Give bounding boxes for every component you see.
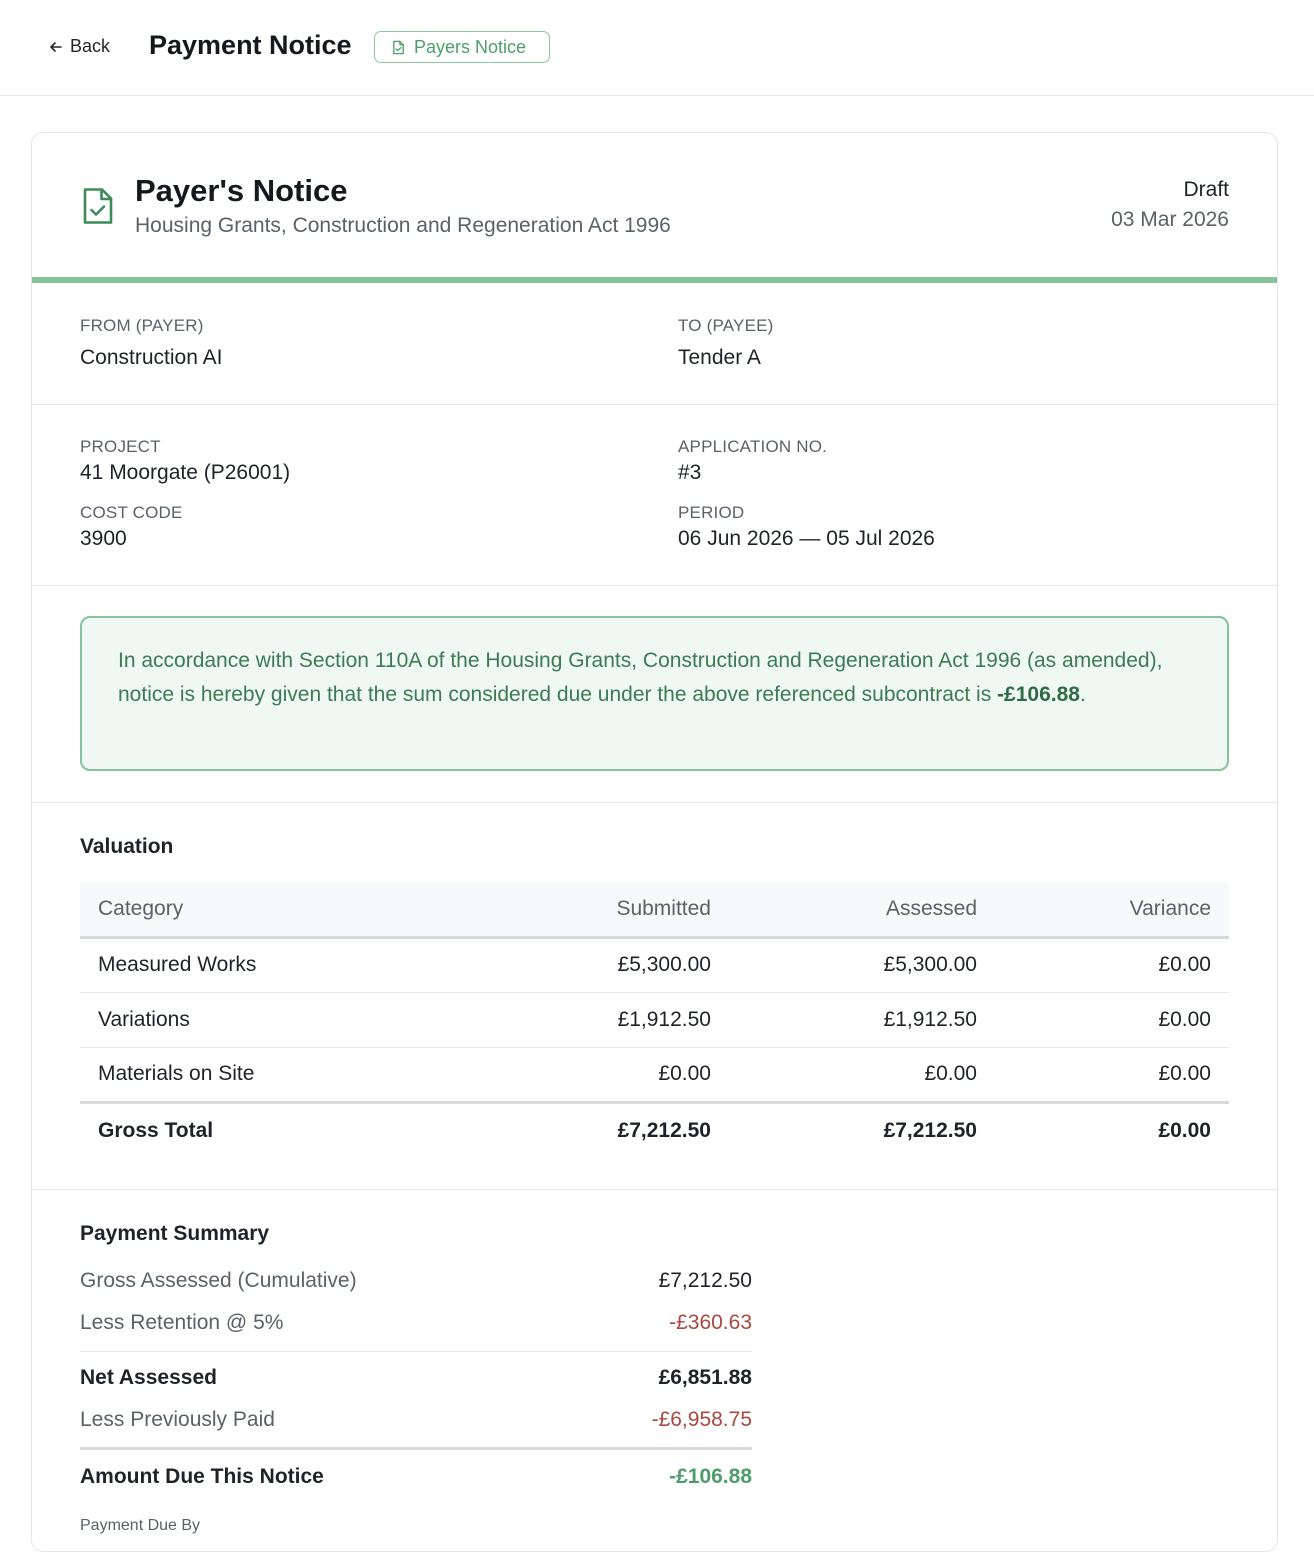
notice-text: In accordance with Section 110A of the Housing Grants, Construction and Regeneration Act 1996 (as amended), notice is hereby given that the sum considered due under the above referenced subcontract is <box>118 649 1163 706</box>
period-value: 06 Jun 2026 — 05 Jul 2026 <box>678 527 935 550</box>
details-section <box>32 405 1277 586</box>
retention-row <box>80 1303 752 1345</box>
assessed-cell: £5,300.00 <box>729 937 995 992</box>
back-button[interactable] <box>48 36 110 57</box>
previously-paid-row <box>80 1400 752 1442</box>
total-assessed-cell: £7,212.50 <box>729 1102 995 1159</box>
project-value: 41 Moorgate (P26001) <box>80 461 291 484</box>
cost-code-label: COST CODE <box>80 503 183 522</box>
arrow-left-icon <box>48 39 64 55</box>
retention-value: -£360.63 <box>669 1311 752 1334</box>
cost-code-value: 3900 <box>80 527 127 550</box>
submitted-cell: £5,300.00 <box>512 937 729 992</box>
total-category-cell: Gross Total <box>80 1102 512 1159</box>
statutory-notice <box>80 616 1229 771</box>
gross-assessed-label: Gross Assessed (Cumulative) <box>80 1269 357 1292</box>
parties-section <box>32 283 1277 405</box>
amount-due-row <box>80 1457 752 1499</box>
back-label: Back <box>70 36 111 56</box>
category-cell: Measured Works <box>80 937 512 992</box>
document-check-icon <box>82 187 114 225</box>
notice-title: Payer's Notice <box>135 173 348 208</box>
payment-due-by-label: Payment Due By <box>80 1517 201 1534</box>
total-row <box>80 1102 1229 1159</box>
table-header-row <box>80 883 1229 937</box>
to-value: Tender A <box>678 346 761 369</box>
notice-header <box>32 133 1277 283</box>
total-submitted-cell: £7,212.50 <box>512 1102 729 1159</box>
notice-suffix: . <box>1079 683 1086 706</box>
previously-paid-value: -£6,958.75 <box>651 1408 752 1431</box>
table-row <box>80 937 1229 992</box>
notice-subtitle: Housing Grants, Construction and Regeneration Act 1996 <box>135 214 671 237</box>
application-value: #3 <box>678 461 702 484</box>
badge-label: Payers Notice <box>414 36 527 57</box>
valuation-heading: Valuation <box>80 835 174 858</box>
page-title: Payment Notice <box>149 30 352 60</box>
from-value: Construction AI <box>80 346 223 369</box>
notice-amount: -£106.88 <box>997 683 1080 706</box>
net-assessed-label: Net Assessed <box>80 1366 217 1389</box>
column-header: Submitted <box>512 883 729 937</box>
total-variance-cell: £0.00 <box>995 1102 1229 1159</box>
category-cell: Materials on Site <box>80 1047 512 1102</box>
retention-label: Less Retention @ 5% <box>80 1311 284 1334</box>
category-cell: Variations <box>80 992 512 1047</box>
variance-cell: £0.00 <box>995 992 1229 1047</box>
submitted-cell: £0.00 <box>512 1047 729 1102</box>
status-label: Draft <box>1183 178 1229 201</box>
assessed-cell: £0.00 <box>729 1047 995 1102</box>
summary-divider <box>80 1351 752 1352</box>
amount-due-value: -£106.88 <box>669 1465 752 1488</box>
application-label: APPLICATION NO. <box>678 437 828 456</box>
notice-date: 03 Mar 2026 <box>1111 208 1229 231</box>
net-assessed-value: £6,851.88 <box>658 1366 752 1389</box>
top-bar <box>0 0 1314 96</box>
assessed-cell: £1,912.50 <box>729 992 995 1047</box>
amount-due-label: Amount Due This Notice <box>80 1465 324 1488</box>
table-row <box>80 1047 1229 1102</box>
payment-summary-heading: Payment Summary <box>80 1222 270 1245</box>
table-row <box>80 992 1229 1047</box>
variance-cell: £0.00 <box>995 937 1229 992</box>
column-header: Category <box>80 883 512 937</box>
previously-paid-label: Less Previously Paid <box>80 1408 275 1431</box>
variance-cell: £0.00 <box>995 1047 1229 1102</box>
column-header: Assessed <box>729 883 995 937</box>
column-header: Variance <box>995 883 1229 937</box>
notice-card <box>31 132 1278 1552</box>
document-check-icon <box>391 40 406 55</box>
net-assessed-row <box>80 1358 752 1400</box>
from-label: FROM (PAYER) <box>80 316 204 335</box>
summary-divider-thick <box>80 1447 752 1450</box>
payers-notice-badge[interactable] <box>374 31 550 63</box>
period-label: PERIOD <box>678 503 745 522</box>
project-label: PROJECT <box>80 437 161 456</box>
submitted-cell: £1,912.50 <box>512 992 729 1047</box>
gross-assessed-row <box>80 1261 752 1303</box>
to-label: TO (PAYEE) <box>678 316 774 335</box>
valuation-table <box>80 883 1229 1159</box>
gross-assessed-value: £7,212.50 <box>658 1269 752 1292</box>
